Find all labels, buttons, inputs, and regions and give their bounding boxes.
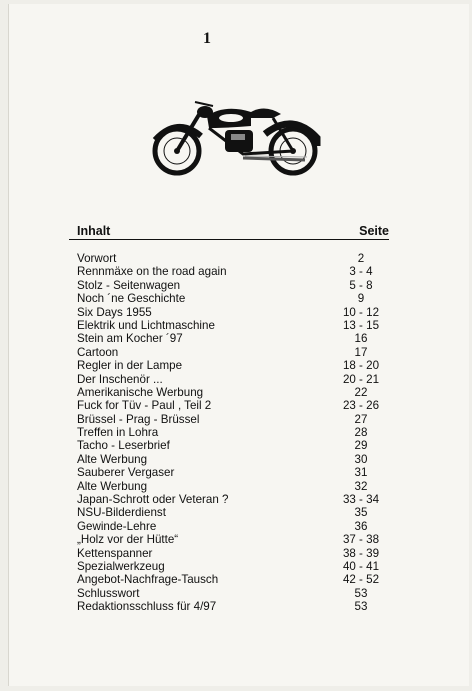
toc-entry bbox=[69, 373, 389, 386]
toc-entry-pages: 3 - 4 bbox=[349, 265, 373, 279]
toc-entry bbox=[69, 587, 389, 600]
toc-entry-title: Elektrik und Lichtmaschine bbox=[77, 318, 215, 332]
toc-entry-pages: 29 bbox=[354, 439, 368, 453]
toc-entry-title: Six Days 1955 bbox=[77, 305, 152, 319]
toc-entry bbox=[69, 533, 389, 546]
toc-entry-pages: 35 bbox=[354, 506, 368, 520]
toc-entry-title: Schlusswort bbox=[77, 586, 140, 600]
page-number: 1 bbox=[203, 30, 211, 47]
toc-entry-pages: 40 - 41 bbox=[342, 559, 380, 573]
toc-entry-title: Alte Werbung bbox=[77, 479, 148, 493]
toc-entry-pages: 2 bbox=[357, 252, 365, 265]
toc-entry-title: Rennmäxe on the road again bbox=[77, 265, 227, 279]
toc-entry-pages: 18 - 20 bbox=[342, 359, 380, 373]
toc-entry-title: Spezialwerkzeug bbox=[77, 559, 165, 573]
toc-entry bbox=[69, 386, 389, 399]
toc-entry-title: Alte Werbung bbox=[77, 452, 148, 466]
toc-entry-pages: 13 - 15 bbox=[342, 318, 380, 332]
toc-entry-title: Stein am Kocher ´97 bbox=[77, 332, 183, 346]
toc-entry bbox=[69, 493, 389, 506]
toc-entry-title: Treffen in Lohra bbox=[77, 426, 159, 440]
toc-entry bbox=[69, 547, 389, 560]
toc-entry-title: Brüssel - Prag - Brüssel bbox=[77, 412, 200, 426]
toc-entry bbox=[69, 332, 389, 345]
toc-entry bbox=[69, 306, 389, 319]
toc-entry-title: „Holz vor der Hütte“ bbox=[77, 533, 179, 547]
toc-heading-seite: Seite bbox=[359, 224, 389, 238]
toc-entry-title: Stolz - Seitenwagen bbox=[77, 278, 181, 292]
toc-entry bbox=[69, 506, 389, 519]
toc-entry bbox=[69, 600, 389, 613]
toc-entry-pages: 53 bbox=[354, 600, 368, 614]
toc-entry-title: Kettenspanner bbox=[77, 546, 153, 560]
document-page bbox=[8, 4, 469, 686]
toc-entry-pages: 23 - 26 bbox=[342, 399, 380, 413]
toc-entry bbox=[69, 439, 389, 452]
toc-entry-pages: 33 - 34 bbox=[342, 493, 380, 507]
toc-entry-pages: 17 bbox=[354, 345, 368, 359]
toc-entry-pages: 38 - 39 bbox=[342, 546, 380, 560]
toc-entry-title: Amerikanische Werbung bbox=[77, 385, 204, 399]
toc-entry-pages: 27 bbox=[354, 412, 368, 426]
toc-entry-pages: 20 - 21 bbox=[342, 372, 380, 386]
toc-entry-title: Cartoon bbox=[77, 345, 119, 359]
toc-entry bbox=[69, 265, 389, 278]
toc-entry-title: Tacho - Leserbrief bbox=[77, 439, 170, 453]
toc-entry bbox=[69, 346, 389, 359]
toc-heading-inhalt: Inhalt bbox=[77, 224, 111, 238]
toc-entry bbox=[69, 453, 389, 466]
toc-entry bbox=[69, 279, 389, 292]
table-of-contents bbox=[69, 224, 389, 614]
toc-entry bbox=[69, 399, 389, 412]
toc-entry-title: Fuck for Tüv - Paul , Teil 2 bbox=[77, 399, 212, 413]
toc-entry bbox=[69, 480, 389, 493]
toc-entry-pages: 10 - 12 bbox=[342, 305, 380, 319]
toc-entry bbox=[69, 560, 389, 573]
motorcycle-icon bbox=[147, 96, 325, 180]
toc-entry-pages: 53 bbox=[354, 586, 368, 600]
toc-entry-pages: 28 bbox=[354, 426, 368, 440]
toc-entry bbox=[69, 413, 389, 426]
toc-entry bbox=[69, 466, 389, 479]
toc-header bbox=[69, 224, 389, 240]
toc-entry-title: NSU-Bilderdienst bbox=[77, 506, 166, 520]
toc-entry-pages: 32 bbox=[354, 479, 368, 493]
toc-entry-title: Angebot-Nachfrage-Tausch bbox=[77, 573, 219, 587]
toc-entry bbox=[69, 573, 389, 586]
toc-entry bbox=[69, 292, 389, 305]
toc-entry-title: Regler in der Lampe bbox=[77, 359, 183, 373]
toc-entry-pages: 9 bbox=[357, 292, 365, 306]
toc-entry-pages: 22 bbox=[354, 385, 368, 399]
toc-entry-title: Gewinde-Lehre bbox=[77, 519, 157, 533]
toc-entry-title: Noch ´ne Geschichte bbox=[77, 292, 186, 306]
toc-entry-title: Redaktionsschluss für 4/97 bbox=[77, 600, 217, 614]
toc-entry bbox=[69, 426, 389, 439]
toc-entry-pages: 42 - 52 bbox=[342, 573, 380, 587]
toc-entry-title: Sauberer Vergaser bbox=[77, 466, 175, 480]
toc-entry bbox=[69, 252, 389, 265]
toc-entry-pages: 37 - 38 bbox=[342, 533, 380, 547]
toc-list bbox=[69, 252, 389, 614]
toc-entry-pages: 16 bbox=[354, 332, 368, 346]
toc-entry-pages: 36 bbox=[354, 519, 368, 533]
toc-entry bbox=[69, 319, 389, 332]
toc-entry-title: Der Inschenör ... bbox=[77, 372, 163, 386]
toc-entry-pages: 31 bbox=[354, 466, 368, 480]
toc-entry-title: Japan-Schrott oder Veteran ? bbox=[77, 493, 229, 507]
toc-entry-pages: 30 bbox=[354, 452, 368, 466]
toc-entry-title: Vorwort bbox=[77, 252, 117, 265]
toc-entry-pages: 5 - 8 bbox=[349, 278, 373, 292]
toc-entry bbox=[69, 520, 389, 533]
toc-entry bbox=[69, 359, 389, 372]
